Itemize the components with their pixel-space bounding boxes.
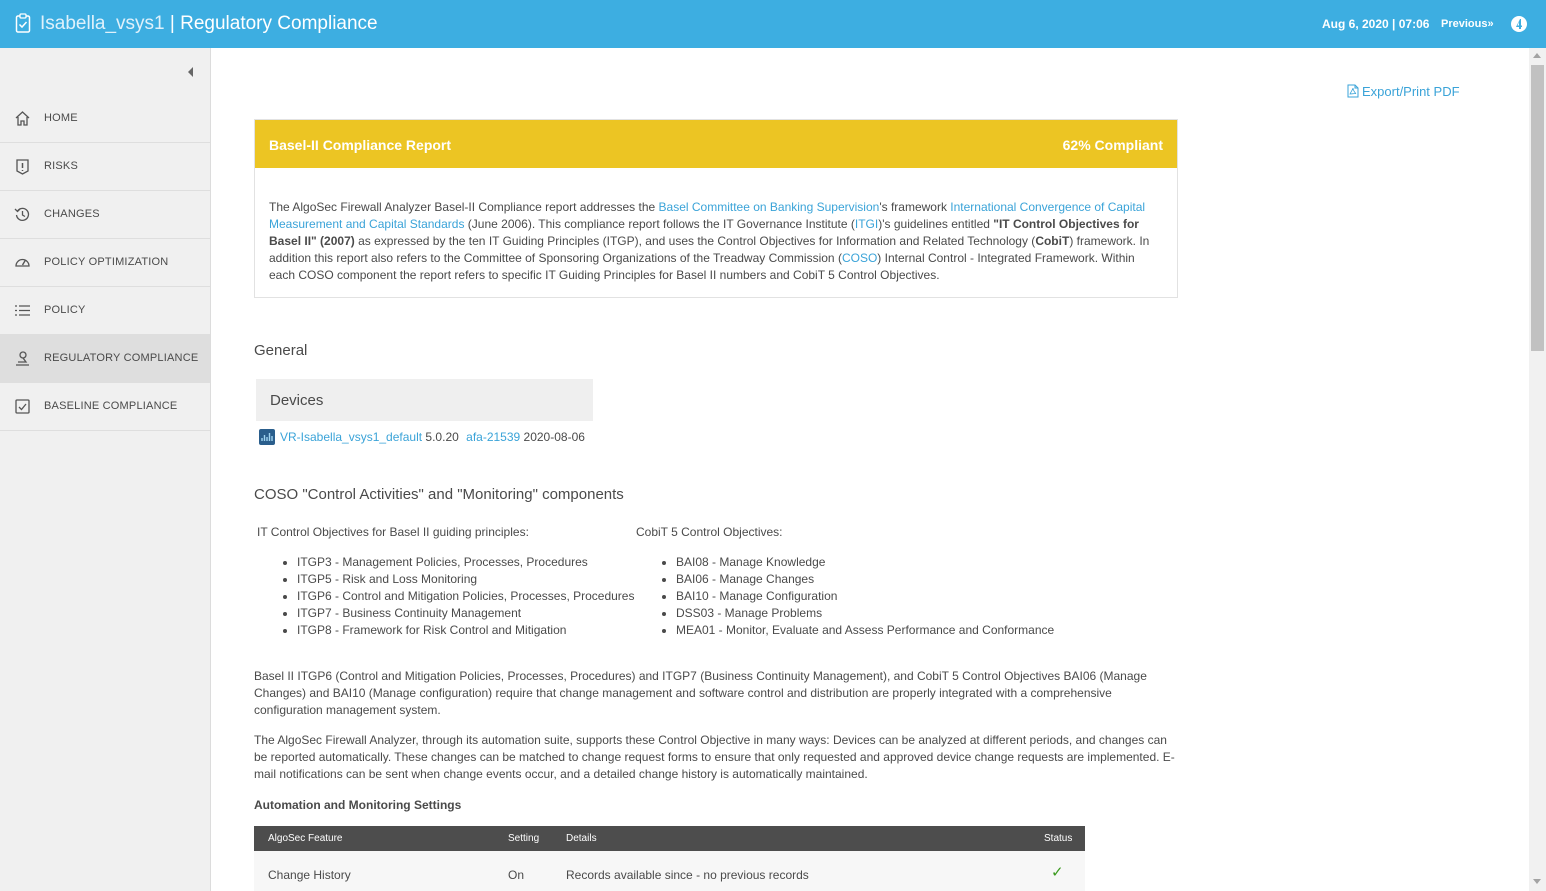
itgi-link[interactable]: ITGI	[854, 217, 879, 231]
column-header: Status	[1044, 833, 1073, 844]
sidebar	[0, 48, 211, 891]
column-header: Details	[566, 833, 597, 844]
scroll-up-icon[interactable]	[1533, 53, 1541, 58]
sidebar-item-risks[interactable]	[0, 143, 210, 191]
intro-text: )'s guidelines entitled	[878, 217, 994, 231]
devices-title: Devices	[270, 392, 324, 409]
list-item: • ITGP5 - Risk and Loss Monitoring	[297, 571, 634, 588]
sidebar-item-baseline-compliance[interactable]	[0, 383, 210, 431]
report-intro	[269, 199, 1161, 284]
policy-icon	[14, 302, 31, 319]
top-bar	[0, 0, 1546, 48]
scroll-down-icon[interactable]	[1533, 879, 1541, 884]
device-name: Isabella_vsys1	[40, 13, 165, 34]
list-item: • ITGP8 - Framework for Risk Control and Mitigation	[297, 622, 634, 639]
collapse-sidebar-icon[interactable]	[186, 65, 196, 77]
column-header: AlgoSec Feature	[268, 833, 343, 844]
page-title-text: Regulatory Compliance	[180, 13, 378, 34]
report-summary-card	[254, 119, 1178, 298]
sidebar-item-home[interactable]	[0, 95, 210, 143]
general-section-title: General	[254, 342, 308, 359]
sidebar-item-label: HOME	[44, 112, 78, 124]
previous-label: Previous	[1441, 18, 1488, 30]
list-item: • BAI10 - Manage Configuration	[676, 588, 1054, 605]
analysis-id-link[interactable]: afa-21539	[466, 430, 521, 444]
sidebar-item-policy[interactable]	[0, 287, 210, 335]
devices-header	[256, 379, 593, 421]
list-item: • MEA01 - Monitor, Evaluate and Assess Performance and Conformance	[676, 622, 1054, 639]
pdf-icon	[1347, 84, 1359, 98]
intro-text: ) framework. In addition this report also refers to the Committee of Sponsoring Organizations of the Treadway Commission (	[269, 234, 1150, 265]
device-version: 5.0.20	[425, 430, 459, 444]
scrollbar-thumb[interactable]	[1531, 65, 1544, 351]
basel-committee-link[interactable]: Basel Committee on Banking Supervision	[658, 200, 880, 214]
list-item: • DSS03 - Manage Problems	[676, 605, 1054, 622]
list-item: • BAI08 - Manage Knowledge	[676, 554, 1054, 571]
report-title: Basel-II Compliance Report	[269, 137, 452, 153]
settings-section-title: Automation and Monitoring Settings	[254, 798, 462, 812]
report-header	[255, 120, 1177, 168]
itgp-list	[281, 554, 634, 639]
sidebar-item-label: POLICY	[44, 304, 86, 316]
table-header	[254, 826, 1085, 851]
report-datetime: Aug 6, 2020 | 07:06	[1322, 17, 1430, 31]
device-name-link[interactable]: VR-Isabella_vsys1_default	[280, 430, 423, 444]
column-header: Setting	[508, 833, 540, 844]
intro-text: ) Internal Control - Integrated Framework. Within each COSO component the report refers to specific IT Guiding Principles for Basel II numbers and CobiT 5 Control Objectives.	[269, 251, 1135, 282]
device-row	[259, 429, 589, 445]
sidebar-item-changes[interactable]	[0, 191, 210, 239]
intro-text: as expressed by the ten IT Guiding Principles (ITGP), and uses the Control Objectives for Information and Related Technology (	[354, 234, 1036, 248]
title-separator: |	[164, 13, 181, 34]
sidebar-item-label: BASELINE COMPLIANCE	[44, 400, 178, 412]
double-chevron-right-icon: »	[1487, 18, 1494, 30]
regulatory-compliance-icon	[14, 350, 31, 367]
intro-text: (June 2006). This compliance report follows the IT Governance Institute (	[464, 217, 855, 231]
list-item: • BAI06 - Manage Changes	[676, 571, 1054, 588]
sidebar-item-policy-optimization[interactable]	[0, 239, 210, 287]
clipboard-icon	[15, 13, 31, 33]
sidebar-item-label: REGULATORY COMPLIANCE	[44, 352, 199, 364]
coso-link[interactable]: COSO	[841, 251, 878, 265]
sidebar-item-label: RISKS	[44, 160, 79, 172]
intro-text: 's framework	[879, 200, 951, 214]
itgp-column-title: IT Control Objectives for Basel II guiding principles:	[257, 525, 529, 539]
policy-optimization-icon	[14, 254, 31, 271]
main-content	[211, 48, 1529, 891]
cobit-list	[660, 554, 1054, 639]
setting-cell: On	[508, 868, 525, 882]
compliance-percentage: 62% Compliant	[1062, 137, 1163, 153]
intro-text: The AlgoSec Firewall Analyzer Basel-II Compliance report addresses the	[269, 200, 659, 214]
intro-bold-cobit: CobiT	[1035, 234, 1070, 248]
home-icon	[14, 110, 31, 127]
cobit-column-title: CobiT 5 Control Objectives:	[636, 525, 783, 539]
user-avatar-icon[interactable]	[1511, 16, 1527, 32]
previous-button[interactable]	[1441, 18, 1494, 30]
page-title	[40, 13, 378, 35]
automation-paragraph: The AlgoSec Firewall Analyzer, through its automation suite, supports these Control Objective in many ways: Devices can be analyzed at different periods, and changes can be reported automatically. These changes can be matched to change request forms to ensure that only requested and approved device change requests are implemented. E-mail notifications can be sent when change events occur, and a detailed change history is automatically maintained.	[254, 733, 1175, 781]
sidebar-item-regulatory-compliance[interactable]	[0, 335, 210, 383]
list-item: • ITGP7 - Business Continuity Management	[297, 605, 634, 622]
device-date: 2020-08-06	[523, 430, 585, 444]
details-cell: Records available since - no previous records	[566, 868, 809, 882]
international-convergence-link[interactable]: International Convergence of Capital Measurement and Capital Standards	[269, 200, 1146, 231]
feature-cell: Change History	[268, 868, 351, 882]
risks-icon	[14, 158, 31, 175]
vertical-scrollbar[interactable]	[1529, 48, 1546, 891]
requirements-paragraph: Basel II ITGP6 (Control and Mitigation Policies, Processes, Procedures) and ITGP7 (Business Continuity Management), and CobiT 5 Control Objectives BAI06 (Manage Changes) and BAI10 (Manage configuration) require that change management and software control and distribution are properly integrated with a comprehensive configuration management system.	[254, 669, 1147, 717]
baseline-compliance-icon	[14, 398, 31, 415]
sidebar-item-label: CHANGES	[44, 208, 100, 220]
status-check-icon: ✓	[1051, 864, 1064, 881]
sidebar-item-label: POLICY OPTIMIZATION	[44, 256, 169, 268]
table-row	[254, 851, 1085, 891]
export-pdf-link[interactable]	[1347, 84, 1460, 99]
list-item: • ITGP3 - Management Policies, Processes, Procedures	[297, 554, 634, 571]
changes-icon	[14, 206, 31, 223]
firewall-device-icon	[259, 429, 275, 445]
list-item: • ITGP6 - Control and Mitigation Policies, Processes, Procedures	[297, 588, 634, 605]
export-pdf-label: Export/Print PDF	[1362, 84, 1460, 99]
intro-bold-title: "IT Control Objectives for Basel II" (2007)	[269, 217, 1139, 248]
coso-section-title: COSO "Control Activities" and "Monitoring" components	[254, 486, 624, 503]
